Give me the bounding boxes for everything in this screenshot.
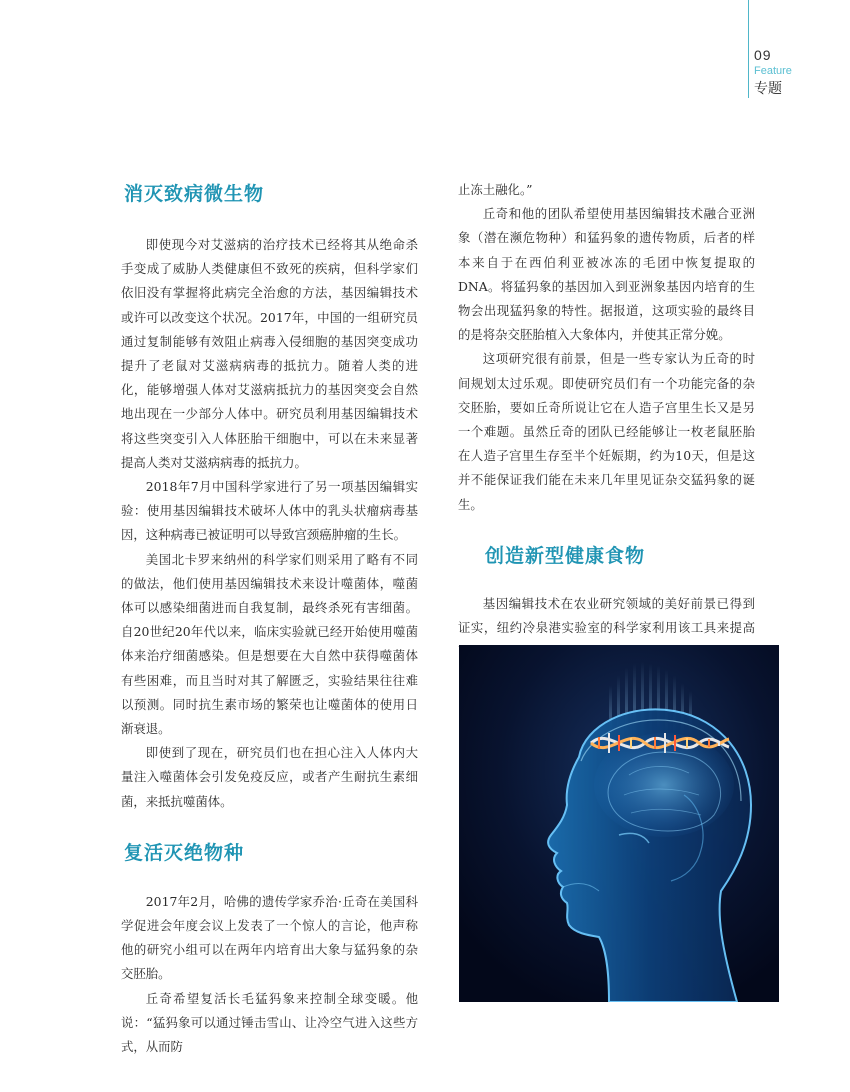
section-label-cn: 专题 <box>754 80 782 96</box>
paragraph: 即使到了现在，研究员们也在担心注入人体内大量注入噬菌体会引发免疫反应，或者产生耐抗生素细菌，来抵抗噬菌体。 <box>121 745 418 809</box>
paragraph: 丘奇和他的团队希望使用基因编辑技术融合亚洲象（潜在濒危物种）和猛犸象的遗传物质，后者的样本来自于在西伯利亚被冰冻的毛团中恢复提取的DNA。将猛犸象的基因加入到亚洲象基因内培育的生物会出现猛犸象的特性。据报道，这项实验的最终目的是将杂交胚胎植入大象体内，并使其正常分娩。 <box>458 206 755 343</box>
paragraph-continued: 止冻土融化。” <box>458 182 533 197</box>
section-label-en: Feature <box>754 65 792 77</box>
page-number: 09 <box>754 47 772 63</box>
paragraph: 美国北卡罗来纳州的科学家们则采用了略有不同的做法，他们使用基因编辑技术来设计噬菌体，噬菌体可以感染细菌进而自我复制，最终杀死有害细菌。自20世纪20年代以来，临床实验就已经开始使用噬菌体来治疗细菌感染。但是想要在大自然中获得噬菌体有些困难，而且当时对其了解匮乏，实验结果往往难以预测。同时抗生素市场的繁荣也让噬菌体的使用日渐衰退。 <box>121 551 418 737</box>
dna-head-illustration <box>459 645 779 1002</box>
heading-eliminate-pathogens: 消灭致病微生物 <box>124 183 265 205</box>
left-column <box>121 180 418 1059</box>
paragraph: 这项研究很有前景，但是一些专家认为丘奇的时间规划太过乐观。即使研究员们有一个功能完备的杂交胚胎，要如丘奇所说让它在人造子宫里生长又是另一个难题。虽然丘奇的团队已经能够让一枚老鼠胚胎在人造子宫里生存至半个妊娠期，约为10天，但是这并不能保证我们能在未来几年里见证杂交猛犸象的诞生。 <box>458 351 755 512</box>
header-rule <box>748 0 749 98</box>
paragraph: 2018年7月中国科学家进行了另一项基因编辑实验：使用基因编辑技术破坏人体中的乳头状瘤病毒基因，这种病毒已被证明可以导致宫颈癌肿瘤的生长。 <box>121 479 418 543</box>
paragraph: 即使现今对艾滋病的治疗技术已经将其从绝命杀手变成了威胁人类健康但不致死的疾病，但科学家们依旧没有掌握将此病完全治愈的方法，基因编辑技术或许可以改变这个状况。2017年，中国的一组研究员通过复制能够有效阻止病毒入侵细胞的基因突变成功提升了老鼠对艾滋病病毒的抵抗力。随着人类的进化，能够增强人体对艾滋病抵抗力的基因突变会自然地出现在一少部分人体中。研究员利用基因编辑技术将这些突变引入人体胚胎干细胞中，可以在未来显著提高人类对艾滋病病毒的抵抗力。 <box>121 237 418 470</box>
right-column <box>458 178 755 664</box>
heading-healthy-food: 创造新型健康食物 <box>485 544 646 567</box>
heading-revive-extinct-species: 复活灭绝物种 <box>124 841 245 864</box>
paragraph: 基因编辑技术在农业研究领域的美好前景已得到证实，纽约冷泉港实验室的科学家利用该工具来提高 <box>458 595 755 636</box>
paragraph: 2017年2月，哈佛的遗传学家乔治·丘奇在美国科学促进会年度会议上发表了一个惊人的言论，他声称他的研究小组可以在两年内培育出大象与猛犸象的杂交胚胎。 <box>121 893 418 982</box>
paragraph: 丘奇希望复活长毛猛犸象来控制全球变暖。他说：“猛犸象可以通过锤击雪山、让冷空气进入这些方式，从而防 <box>121 990 418 1055</box>
